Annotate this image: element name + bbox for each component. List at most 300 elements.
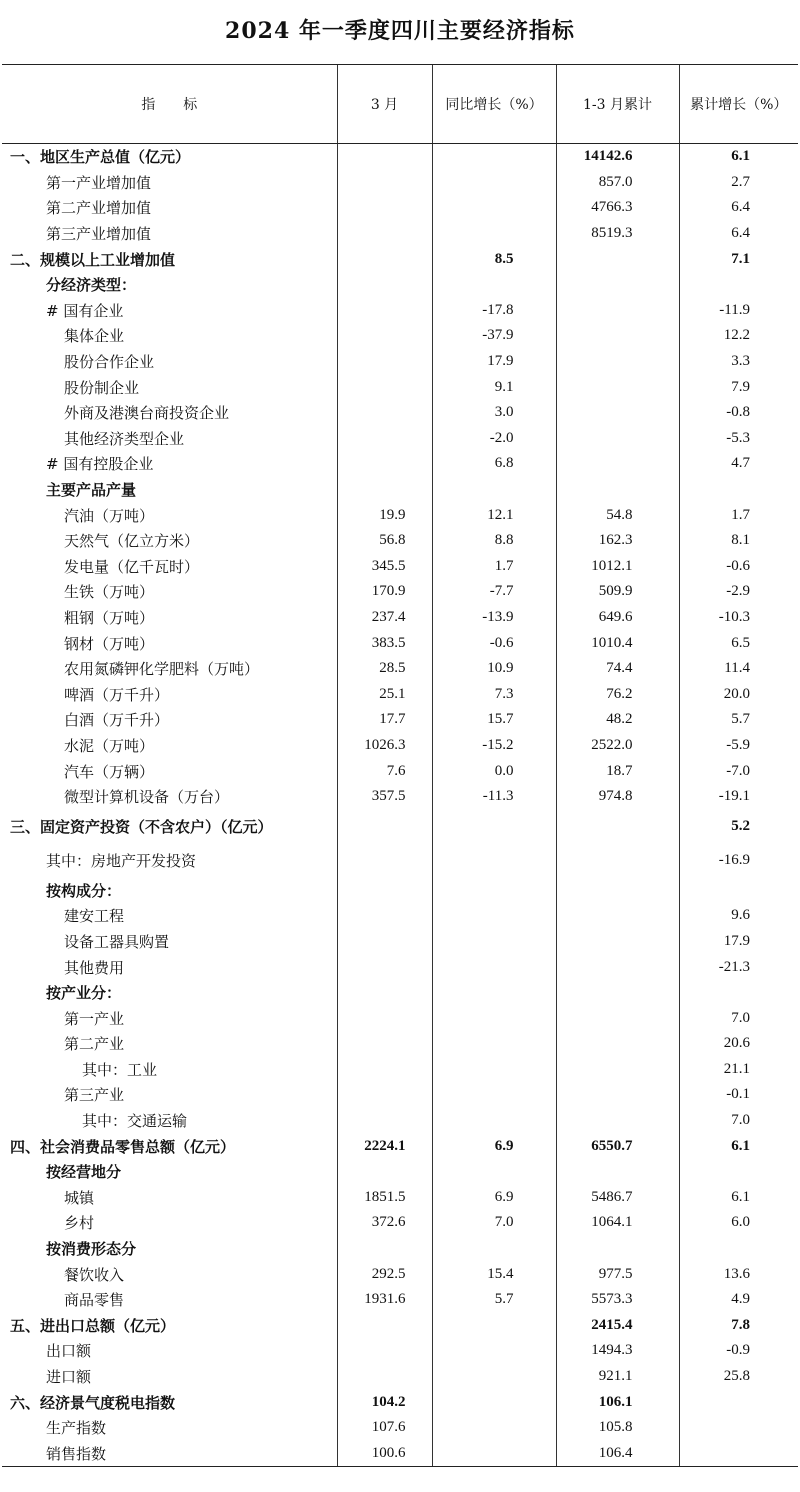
cell-yoy-growth: 6.9 bbox=[432, 1133, 556, 1159]
cell-cumulative bbox=[556, 272, 679, 298]
table-row bbox=[2, 1389, 798, 1415]
row-label: 汽油（万吨） bbox=[64, 506, 155, 525]
table-row bbox=[2, 1338, 798, 1364]
cell-cumulative bbox=[556, 246, 679, 272]
cell-cumulative: 106.4 bbox=[556, 1441, 679, 1467]
row-label: 第一产业 bbox=[64, 1009, 125, 1028]
cell-yoy-growth bbox=[432, 1057, 556, 1083]
table-row bbox=[2, 1057, 798, 1083]
row-label: 农用氮磷钾化学肥料（万吨） bbox=[64, 660, 260, 679]
cell-cumulative bbox=[556, 323, 679, 349]
cell-march bbox=[337, 349, 432, 375]
table-row bbox=[2, 426, 798, 452]
cell-yoy-growth: -17.8 bbox=[432, 298, 556, 324]
row-label: 生产指数 bbox=[46, 1419, 107, 1438]
row-label: 发电量（亿千瓦时） bbox=[64, 557, 200, 576]
cell-cumulative-growth bbox=[679, 877, 798, 903]
table-row bbox=[2, 298, 798, 324]
table-row bbox=[2, 843, 798, 877]
table-row bbox=[2, 1261, 798, 1287]
cell-yoy-growth bbox=[432, 221, 556, 247]
cell-march: 372.6 bbox=[337, 1210, 432, 1236]
cell-cumulative-growth bbox=[679, 1415, 798, 1441]
header-yoy-growth: 同比增长（%） bbox=[432, 65, 556, 144]
header-march: 3 月 bbox=[337, 65, 432, 144]
cell-yoy-growth: 15.4 bbox=[432, 1261, 556, 1287]
cell-cumulative: 76.2 bbox=[556, 681, 679, 707]
table-row bbox=[2, 630, 798, 656]
row-label: 进口额 bbox=[46, 1368, 92, 1387]
cell-cumulative-growth: 7.9 bbox=[679, 374, 798, 400]
row-label: 股份制企业 bbox=[64, 378, 140, 397]
row-label: 六、经济景气度税电指数 bbox=[10, 1393, 176, 1412]
cell-cumulative-growth: 7.1 bbox=[679, 246, 798, 272]
cell-cumulative-growth: -0.1 bbox=[679, 1082, 798, 1108]
row-label: 第二产业增加值 bbox=[46, 199, 152, 218]
row-label: 微型计算机设备（万台） bbox=[64, 788, 230, 807]
cell-cumulative-growth: 6.1 bbox=[679, 144, 798, 170]
cell-cumulative-growth: 9.6 bbox=[679, 903, 798, 929]
cell-cumulative bbox=[556, 877, 679, 903]
cell-cumulative: 14142.6 bbox=[556, 144, 679, 170]
cell-cumulative bbox=[556, 400, 679, 426]
cell-cumulative bbox=[556, 809, 679, 843]
cell-cumulative: 8519.3 bbox=[556, 221, 679, 247]
cell-yoy-growth: 0.0 bbox=[432, 758, 556, 784]
cell-cumulative-growth: 7.8 bbox=[679, 1313, 798, 1339]
cell-cumulative: 106.1 bbox=[556, 1389, 679, 1415]
row-label: 按构成分： bbox=[46, 881, 122, 900]
row-label: 其中：交通运输 bbox=[82, 1112, 188, 1131]
cell-cumulative-growth: 20.0 bbox=[679, 681, 798, 707]
cell-yoy-growth: 7.0 bbox=[432, 1210, 556, 1236]
cell-yoy-growth bbox=[432, 1236, 556, 1262]
row-label: 第三产业增加值 bbox=[46, 225, 152, 244]
cell-yoy-growth bbox=[432, 903, 556, 929]
row-label: 粗钢（万吨） bbox=[64, 608, 155, 627]
table-row bbox=[2, 1005, 798, 1031]
row-label: 天然气（亿立方米） bbox=[64, 532, 200, 551]
cell-yoy-growth: -13.9 bbox=[432, 605, 556, 631]
cell-march: 357.5 bbox=[337, 784, 432, 810]
cell-march bbox=[337, 195, 432, 221]
table-row bbox=[2, 1364, 798, 1390]
cell-cumulative-growth: 17.9 bbox=[679, 929, 798, 955]
cell-march bbox=[337, 1364, 432, 1390]
cell-yoy-growth bbox=[432, 1415, 556, 1441]
table-row bbox=[2, 400, 798, 426]
cell-cumulative-growth bbox=[679, 1159, 798, 1185]
cell-cumulative-growth: 8.1 bbox=[679, 528, 798, 554]
cell-march bbox=[337, 298, 432, 324]
cell-cumulative-growth: -16.9 bbox=[679, 843, 798, 877]
table-row bbox=[2, 733, 798, 759]
cell-cumulative-growth: 12.2 bbox=[679, 323, 798, 349]
cell-cumulative-growth: 4.9 bbox=[679, 1287, 798, 1313]
row-label: 商品零售 bbox=[64, 1291, 125, 1310]
table-row bbox=[2, 170, 798, 196]
row-label: 汽车（万辆） bbox=[64, 762, 155, 781]
table-row bbox=[2, 784, 798, 810]
table-row bbox=[2, 374, 798, 400]
cell-march bbox=[337, 903, 432, 929]
cell-cumulative: 2415.4 bbox=[556, 1313, 679, 1339]
cell-yoy-growth bbox=[432, 272, 556, 298]
row-label: 分经济类型： bbox=[46, 276, 137, 295]
cell-cumulative-growth: -19.1 bbox=[679, 784, 798, 810]
row-label: 水泥（万吨） bbox=[64, 736, 155, 755]
cell-yoy-growth bbox=[432, 954, 556, 980]
cell-yoy-growth: 12.1 bbox=[432, 502, 556, 528]
cell-march: 25.1 bbox=[337, 681, 432, 707]
cell-cumulative: 2522.0 bbox=[556, 733, 679, 759]
cell-cumulative: 1010.4 bbox=[556, 630, 679, 656]
cell-cumulative-growth: -21.3 bbox=[679, 954, 798, 980]
cell-march bbox=[337, 144, 432, 170]
table-row bbox=[2, 903, 798, 929]
cell-march: 383.5 bbox=[337, 630, 432, 656]
cell-march: 170.9 bbox=[337, 579, 432, 605]
table-row bbox=[2, 758, 798, 784]
cell-cumulative-growth: -10.3 bbox=[679, 605, 798, 631]
cell-march bbox=[337, 877, 432, 903]
table-row bbox=[2, 451, 798, 477]
table-row bbox=[2, 1082, 798, 1108]
cell-march bbox=[337, 451, 432, 477]
cell-cumulative-growth: 7.0 bbox=[679, 1005, 798, 1031]
cell-cumulative-growth: 25.8 bbox=[679, 1364, 798, 1390]
cell-march bbox=[337, 1338, 432, 1364]
row-label: # 国有控股企业 bbox=[46, 455, 154, 474]
row-label: 五、进出口总额（亿元） bbox=[10, 1316, 176, 1335]
row-label: 三、固定资产投资（不含农户）（亿元） bbox=[10, 817, 273, 836]
cell-march bbox=[337, 843, 432, 877]
table-row bbox=[2, 502, 798, 528]
cell-cumulative bbox=[556, 843, 679, 877]
row-label: 第一产业增加值 bbox=[46, 173, 152, 192]
cell-cumulative: 649.6 bbox=[556, 605, 679, 631]
row-label: 白酒（万千升） bbox=[64, 711, 170, 730]
cell-cumulative: 509.9 bbox=[556, 579, 679, 605]
cell-cumulative: 1064.1 bbox=[556, 1210, 679, 1236]
cell-march bbox=[337, 1159, 432, 1185]
cell-cumulative bbox=[556, 1082, 679, 1108]
table-row bbox=[2, 656, 798, 682]
cell-march bbox=[337, 1057, 432, 1083]
cell-march: 7.6 bbox=[337, 758, 432, 784]
cell-march bbox=[337, 980, 432, 1006]
cell-cumulative-growth: 3.3 bbox=[679, 349, 798, 375]
table-row bbox=[2, 349, 798, 375]
cell-march bbox=[337, 374, 432, 400]
cell-march: 19.9 bbox=[337, 502, 432, 528]
cell-march: 28.5 bbox=[337, 656, 432, 682]
cell-cumulative-growth: 4.7 bbox=[679, 451, 798, 477]
table-row bbox=[2, 980, 798, 1006]
cell-cumulative-growth bbox=[679, 1441, 798, 1467]
cell-cumulative-growth: -0.9 bbox=[679, 1338, 798, 1364]
cell-cumulative bbox=[556, 1236, 679, 1262]
cell-cumulative: 1494.3 bbox=[556, 1338, 679, 1364]
table-row bbox=[2, 477, 798, 503]
cell-cumulative-growth: -7.0 bbox=[679, 758, 798, 784]
cell-yoy-growth bbox=[432, 1313, 556, 1339]
row-label: # 国有企业 bbox=[46, 301, 124, 320]
row-label: 餐饮收入 bbox=[64, 1265, 125, 1284]
cell-march bbox=[337, 400, 432, 426]
cell-yoy-growth: 17.9 bbox=[432, 349, 556, 375]
table-row bbox=[2, 195, 798, 221]
header-cumulative-growth: 累计增长（%） bbox=[679, 65, 798, 144]
cell-cumulative bbox=[556, 1031, 679, 1057]
cell-march: 1026.3 bbox=[337, 733, 432, 759]
row-label: 出口额 bbox=[46, 1342, 92, 1361]
table-row bbox=[2, 1159, 798, 1185]
cell-yoy-growth: -7.7 bbox=[432, 579, 556, 605]
row-label: 其他经济类型企业 bbox=[64, 429, 185, 448]
table-row bbox=[2, 144, 798, 170]
cell-cumulative-growth: 6.5 bbox=[679, 630, 798, 656]
cell-yoy-growth bbox=[432, 170, 556, 196]
cell-cumulative: 48.2 bbox=[556, 707, 679, 733]
cell-cumulative-growth: 21.1 bbox=[679, 1057, 798, 1083]
cell-cumulative bbox=[556, 426, 679, 452]
table-row bbox=[2, 554, 798, 580]
table-row bbox=[2, 1236, 798, 1262]
cell-cumulative-growth: 1.7 bbox=[679, 502, 798, 528]
cell-cumulative: 974.8 bbox=[556, 784, 679, 810]
cell-yoy-growth: 6.9 bbox=[432, 1185, 556, 1211]
cell-cumulative bbox=[556, 903, 679, 929]
cell-yoy-growth: 3.0 bbox=[432, 400, 556, 426]
cell-cumulative bbox=[556, 374, 679, 400]
table-row bbox=[2, 579, 798, 605]
cell-yoy-growth: 1.7 bbox=[432, 554, 556, 580]
table-row bbox=[2, 1185, 798, 1211]
cell-cumulative-growth: 13.6 bbox=[679, 1261, 798, 1287]
cell-march bbox=[337, 1005, 432, 1031]
row-label: 主要产品产量 bbox=[46, 481, 137, 500]
cell-yoy-growth bbox=[432, 1005, 556, 1031]
cell-yoy-growth bbox=[432, 1364, 556, 1390]
cell-cumulative bbox=[556, 298, 679, 324]
table-row bbox=[2, 1287, 798, 1313]
cell-cumulative-growth bbox=[679, 1389, 798, 1415]
cell-yoy-growth bbox=[432, 1389, 556, 1415]
cell-cumulative: 5573.3 bbox=[556, 1287, 679, 1313]
cell-march bbox=[337, 426, 432, 452]
cell-cumulative-growth: -0.6 bbox=[679, 554, 798, 580]
cell-march bbox=[337, 323, 432, 349]
cell-cumulative: 18.7 bbox=[556, 758, 679, 784]
table-row bbox=[2, 323, 798, 349]
cell-yoy-growth bbox=[432, 144, 556, 170]
cell-cumulative-growth bbox=[679, 477, 798, 503]
row-label: 建安工程 bbox=[64, 907, 125, 926]
cell-march bbox=[337, 954, 432, 980]
cell-march: 2224.1 bbox=[337, 1133, 432, 1159]
cell-march: 17.7 bbox=[337, 707, 432, 733]
cell-cumulative-growth: 11.4 bbox=[679, 656, 798, 682]
cell-yoy-growth bbox=[432, 1031, 556, 1057]
cell-cumulative-growth bbox=[679, 1236, 798, 1262]
cell-yoy-growth bbox=[432, 1441, 556, 1467]
cell-yoy-growth: 10.9 bbox=[432, 656, 556, 682]
cell-march bbox=[337, 170, 432, 196]
table-row bbox=[2, 1210, 798, 1236]
row-label: 外商及港澳台商投资企业 bbox=[64, 404, 230, 423]
cell-yoy-growth bbox=[432, 195, 556, 221]
cell-march: 100.6 bbox=[337, 1441, 432, 1467]
cell-march bbox=[337, 272, 432, 298]
cell-yoy-growth: 8.5 bbox=[432, 246, 556, 272]
cell-yoy-growth: -0.6 bbox=[432, 630, 556, 656]
row-label: 按消费形态分 bbox=[46, 1240, 137, 1259]
table-row bbox=[2, 929, 798, 955]
cell-cumulative-growth: -5.3 bbox=[679, 426, 798, 452]
cell-yoy-growth: -37.9 bbox=[432, 323, 556, 349]
cell-cumulative bbox=[556, 980, 679, 1006]
row-label: 乡村 bbox=[64, 1214, 95, 1233]
cell-march bbox=[337, 1236, 432, 1262]
cell-cumulative-growth: 6.1 bbox=[679, 1133, 798, 1159]
table-row bbox=[2, 1415, 798, 1441]
cell-yoy-growth: 6.8 bbox=[432, 451, 556, 477]
cell-cumulative bbox=[556, 349, 679, 375]
cell-march bbox=[337, 1082, 432, 1108]
cell-march bbox=[337, 809, 432, 843]
cell-march bbox=[337, 1313, 432, 1339]
cell-march: 1851.5 bbox=[337, 1185, 432, 1211]
table-row bbox=[2, 681, 798, 707]
cell-cumulative bbox=[556, 1005, 679, 1031]
cell-march: 292.5 bbox=[337, 1261, 432, 1287]
table-row bbox=[2, 877, 798, 903]
row-label: 集体企业 bbox=[64, 327, 125, 346]
cell-cumulative-growth: 6.4 bbox=[679, 221, 798, 247]
indicators-table bbox=[2, 64, 798, 1467]
cell-cumulative: 857.0 bbox=[556, 170, 679, 196]
cell-yoy-growth bbox=[432, 1159, 556, 1185]
row-label: 生铁（万吨） bbox=[64, 583, 155, 602]
cell-cumulative-growth: 7.0 bbox=[679, 1108, 798, 1134]
header-cumulative: 1-3 月累计 bbox=[556, 65, 679, 144]
cell-cumulative-growth: 5.2 bbox=[679, 809, 798, 843]
cell-cumulative-growth: 5.7 bbox=[679, 707, 798, 733]
cell-yoy-growth: 9.1 bbox=[432, 374, 556, 400]
cell-yoy-growth bbox=[432, 980, 556, 1006]
cell-cumulative-growth: 6.0 bbox=[679, 1210, 798, 1236]
cell-cumulative-growth: -5.9 bbox=[679, 733, 798, 759]
cell-yoy-growth: 15.7 bbox=[432, 707, 556, 733]
cell-cumulative bbox=[556, 929, 679, 955]
table-row bbox=[2, 1133, 798, 1159]
cell-cumulative bbox=[556, 1108, 679, 1134]
cell-march bbox=[337, 221, 432, 247]
cell-yoy-growth bbox=[432, 1082, 556, 1108]
cell-cumulative-growth bbox=[679, 980, 798, 1006]
cell-cumulative-growth: 6.1 bbox=[679, 1185, 798, 1211]
row-label: 其中：房地产开发投资 bbox=[46, 851, 197, 870]
table-row bbox=[2, 605, 798, 631]
cell-cumulative bbox=[556, 1057, 679, 1083]
page-title: 2024 年一季度四川主要经济指标 bbox=[225, 18, 575, 44]
cell-cumulative: 977.5 bbox=[556, 1261, 679, 1287]
cell-cumulative-growth: -0.8 bbox=[679, 400, 798, 426]
table-row bbox=[2, 809, 798, 843]
cell-march: 1931.6 bbox=[337, 1287, 432, 1313]
row-label: 按产业分： bbox=[46, 984, 122, 1003]
table-row bbox=[2, 707, 798, 733]
row-label: 设备工器具购置 bbox=[64, 932, 170, 951]
row-label: 其他费用 bbox=[64, 958, 125, 977]
cell-cumulative: 5486.7 bbox=[556, 1185, 679, 1211]
cell-march bbox=[337, 477, 432, 503]
cell-cumulative-growth: -2.9 bbox=[679, 579, 798, 605]
cell-cumulative: 921.1 bbox=[556, 1364, 679, 1390]
cell-march: 237.4 bbox=[337, 605, 432, 631]
row-label: 一、地区生产总值（亿元） bbox=[10, 148, 191, 167]
row-label: 二、规模以上工业增加值 bbox=[10, 250, 176, 269]
table-row bbox=[2, 221, 798, 247]
cell-cumulative-growth: 20.6 bbox=[679, 1031, 798, 1057]
table-row bbox=[2, 272, 798, 298]
cell-march: 56.8 bbox=[337, 528, 432, 554]
cell-cumulative: 162.3 bbox=[556, 528, 679, 554]
cell-cumulative bbox=[556, 1159, 679, 1185]
row-label: 城镇 bbox=[64, 1188, 95, 1207]
cell-cumulative: 4766.3 bbox=[556, 195, 679, 221]
cell-yoy-growth: 8.8 bbox=[432, 528, 556, 554]
row-label: 其中：工业 bbox=[82, 1060, 158, 1079]
row-label: 按经营地分 bbox=[46, 1163, 122, 1182]
cell-cumulative-growth: 6.4 bbox=[679, 195, 798, 221]
cell-yoy-growth bbox=[432, 1338, 556, 1364]
cell-yoy-growth bbox=[432, 877, 556, 903]
cell-march: 345.5 bbox=[337, 554, 432, 580]
row-label: 钢材（万吨） bbox=[64, 634, 155, 653]
cell-march bbox=[337, 1108, 432, 1134]
cell-cumulative bbox=[556, 954, 679, 980]
table-row bbox=[2, 1031, 798, 1057]
cell-cumulative-growth: 2.7 bbox=[679, 170, 798, 196]
table-row bbox=[2, 1441, 798, 1467]
row-label: 股份合作企业 bbox=[64, 353, 155, 372]
row-label: 啤酒（万千升） bbox=[64, 685, 170, 704]
cell-march: 107.6 bbox=[337, 1415, 432, 1441]
cell-yoy-growth: -11.3 bbox=[432, 784, 556, 810]
row-label: 四、社会消费品零售总额（亿元） bbox=[10, 1137, 236, 1156]
table-row bbox=[2, 246, 798, 272]
cell-yoy-growth: 7.3 bbox=[432, 681, 556, 707]
cell-yoy-growth: -15.2 bbox=[432, 733, 556, 759]
cell-march bbox=[337, 929, 432, 955]
cell-yoy-growth bbox=[432, 1108, 556, 1134]
cell-cumulative bbox=[556, 477, 679, 503]
cell-yoy-growth bbox=[432, 809, 556, 843]
cell-yoy-growth bbox=[432, 929, 556, 955]
table-row bbox=[2, 1108, 798, 1134]
row-label: 第二产业 bbox=[64, 1035, 125, 1054]
cell-yoy-growth bbox=[432, 843, 556, 877]
cell-cumulative-growth: -11.9 bbox=[679, 298, 798, 324]
cell-cumulative: 105.8 bbox=[556, 1415, 679, 1441]
cell-march bbox=[337, 246, 432, 272]
table-row bbox=[2, 528, 798, 554]
header-indicator: 指 标 bbox=[2, 65, 337, 144]
cell-yoy-growth: -2.0 bbox=[432, 426, 556, 452]
table-row bbox=[2, 954, 798, 980]
